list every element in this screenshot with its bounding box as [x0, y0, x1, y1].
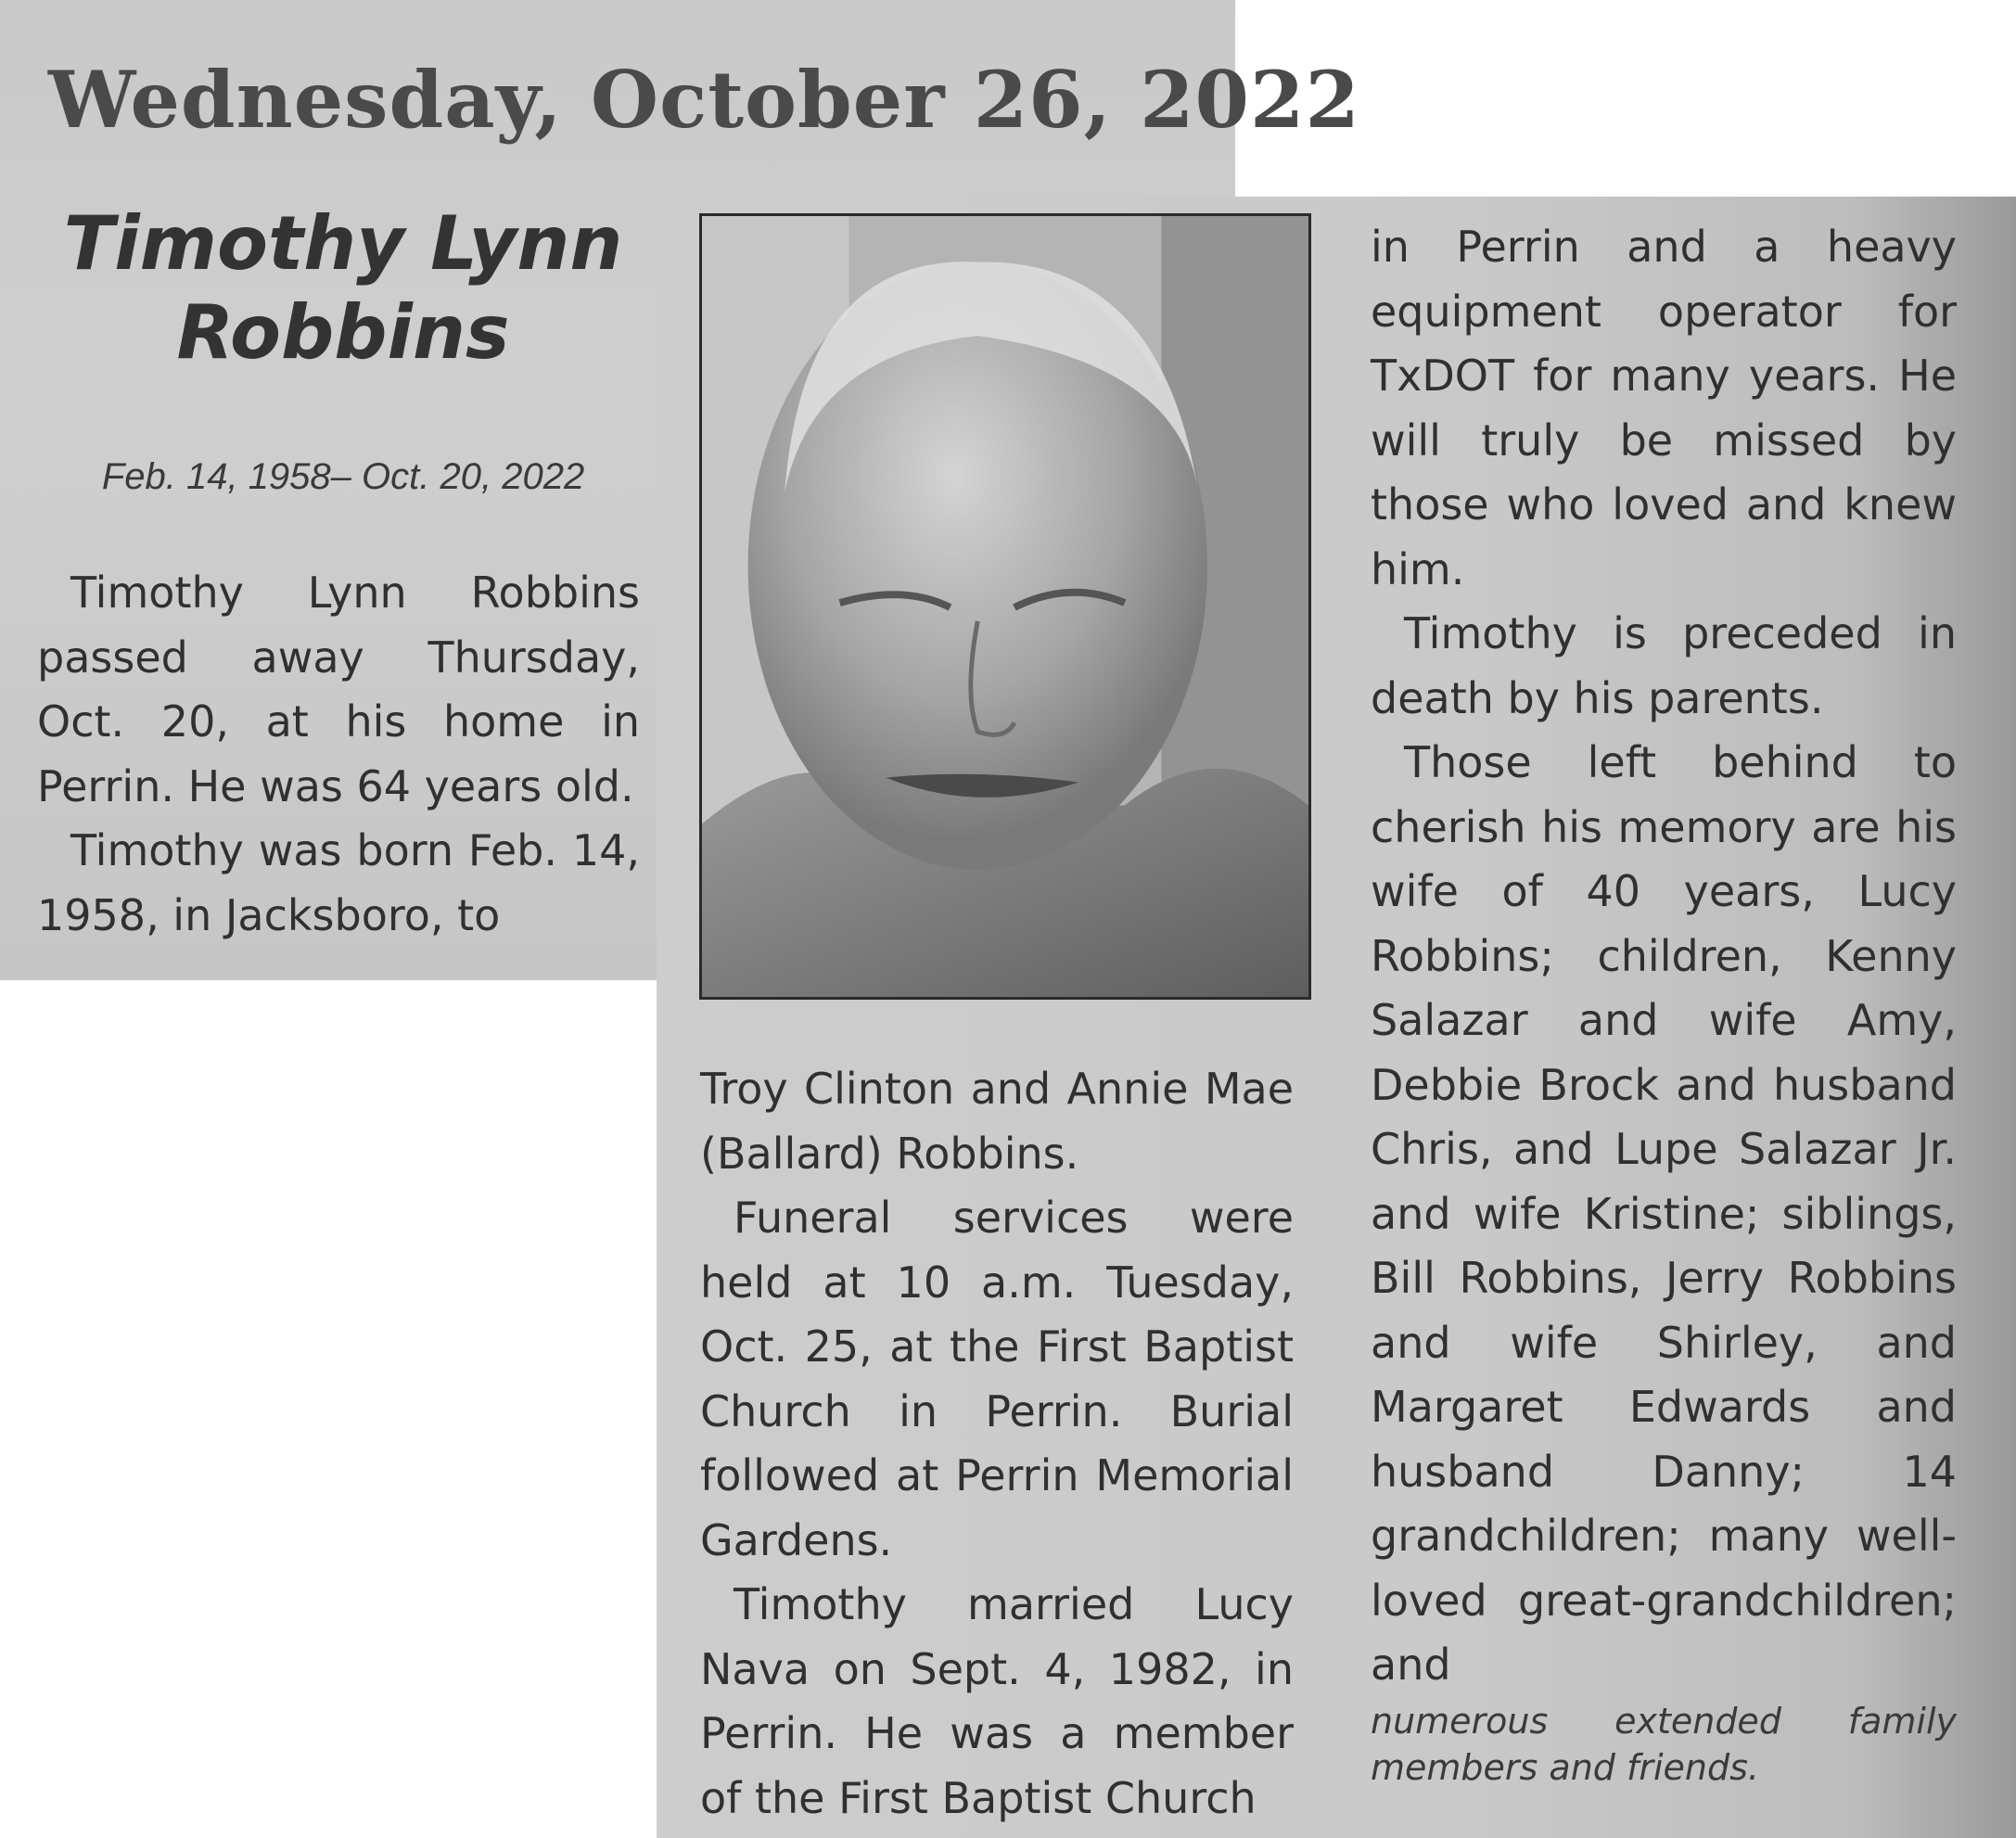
text-column-3	[1371, 215, 1957, 1791]
column-3-paragraph-3: Those left behind to cherish his memory are his wife of 40 years, Lucy Robbins; children, Kenny Salazar and wife Amy, Debbie Brock and husband Chris, and Lupe Salazar Jr. and wife Kristine; siblings, Bill Robbins, Jerry Robbins and wife Shirley, and Margaret Edwards and husband Danny; 14 grandchildren; many well-loved great-grandchildren; and	[1371, 737, 1957, 1690]
column-2-paragraph-3: Timothy married Lucy Nava on Sept. 4, 1982, in Perrin. He was a member of the First Baptist Church	[700, 1579, 1294, 1823]
obituary-name-line-2: Robbins	[176, 289, 510, 376]
newspaper-date: Wednesday, October 26, 2022	[48, 54, 1360, 146]
text-column-1	[37, 561, 640, 948]
obituary-life-dates: Feb. 14, 1958– Oct. 20, 2022	[101, 456, 585, 497]
text-column-2	[700, 1057, 1294, 1831]
column-2-paragraph-2: Funeral services were held at 10 a.m. Tuesday, Oct. 25, at the First Baptist Church in Perrin. Burial followed at Perrin Memorial Gardens.	[700, 1193, 1294, 1565]
obituary-name-line-1: Timothy Lynn	[63, 200, 623, 287]
column-1-paragraph-2: Timothy was born Feb. 14, 1958, in Jacksboro, to	[37, 825, 640, 940]
column-2-paragraph-1: Troy Clinton and Annie Mae (Ballard) Robbins.	[700, 1064, 1294, 1179]
column-3-paragraph-1: in Perrin and a heavy equipment operator for TxDOT for many years. He will truly be missed by those who loved and knew him.	[1371, 222, 1957, 594]
column-3-paragraph-4: numerous extended family members and friends.	[1371, 1700, 1957, 1788]
portrait-photo	[699, 213, 1311, 1000]
column-1-paragraph-1: Timothy Lynn Robbins passed away Thursday, Oct. 20, at his home in Perrin. He was 64 years old.	[37, 568, 640, 811]
column-3-paragraph-2: Timothy is preceded in death by his parents.	[1371, 608, 1957, 723]
obituary-name	[37, 199, 649, 377]
portrait-illustration	[702, 216, 1308, 997]
